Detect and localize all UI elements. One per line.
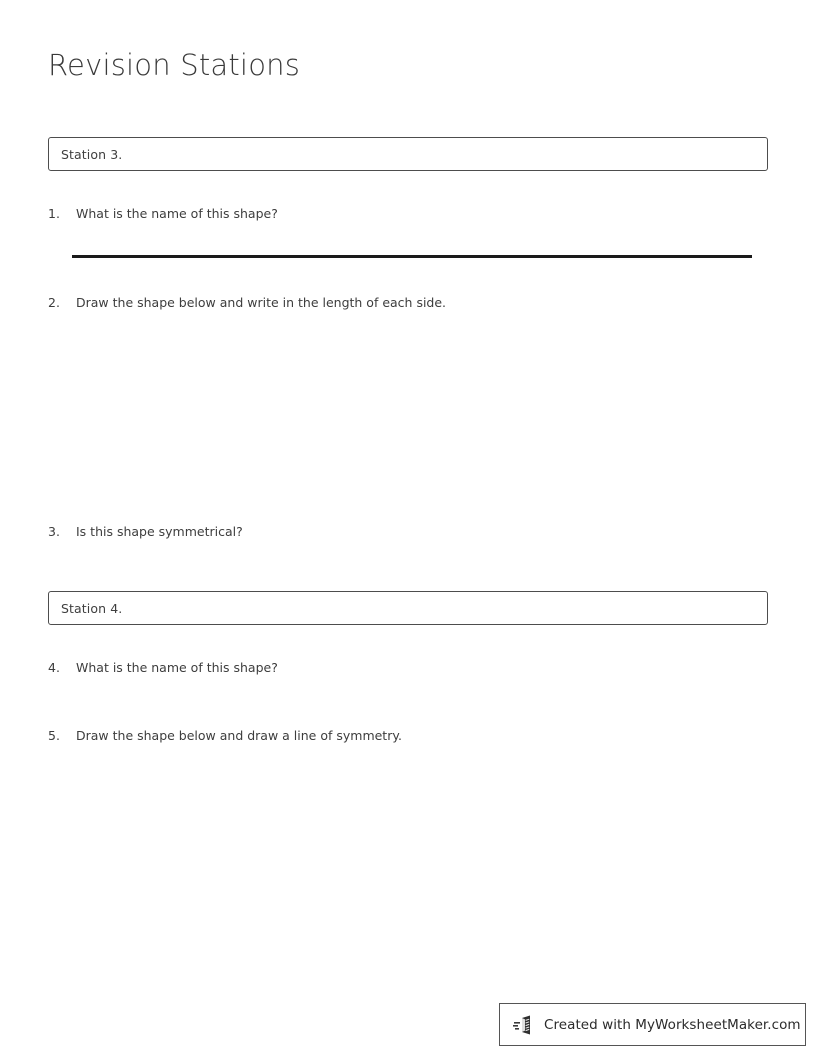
question-3-number: 3. <box>48 524 60 539</box>
question-5-text: Draw the shape below and draw a line of symmetry. <box>76 728 402 743</box>
question-5 <box>48 728 768 744</box>
answer-line-1 <box>72 255 752 258</box>
question-5-number: 5. <box>48 728 60 743</box>
created-with-badge-label: Created with MyWorksheetMaker.com <box>544 1016 801 1033</box>
question-1-number: 1. <box>48 206 60 221</box>
question-3-text: Is this shape symmetrical? <box>76 524 243 539</box>
question-4 <box>48 660 768 676</box>
question-3 <box>48 524 768 540</box>
question-4-number: 4. <box>48 660 60 675</box>
question-1-text: What is the name of this shape? <box>76 206 278 221</box>
station-header-label: Station 4. <box>61 600 123 616</box>
drawing-area-question-2 <box>72 318 752 510</box>
question-1 <box>48 206 768 222</box>
question-2-number: 2. <box>48 295 60 310</box>
question-2-text: Draw the shape below and write in the length of each side. <box>76 295 447 310</box>
myworksheetmaker-logo-icon <box>513 1013 537 1037</box>
page-title: Revision Stations <box>48 48 301 82</box>
station-header-4 <box>48 591 768 625</box>
station-header-label: Station 3. <box>61 146 123 162</box>
question-4-text: What is the name of this shape? <box>76 660 278 675</box>
created-with-badge[interactable] <box>499 1003 806 1046</box>
question-2 <box>48 295 768 311</box>
station-header-3 <box>48 137 768 171</box>
drawing-area-question-5 <box>72 752 752 984</box>
